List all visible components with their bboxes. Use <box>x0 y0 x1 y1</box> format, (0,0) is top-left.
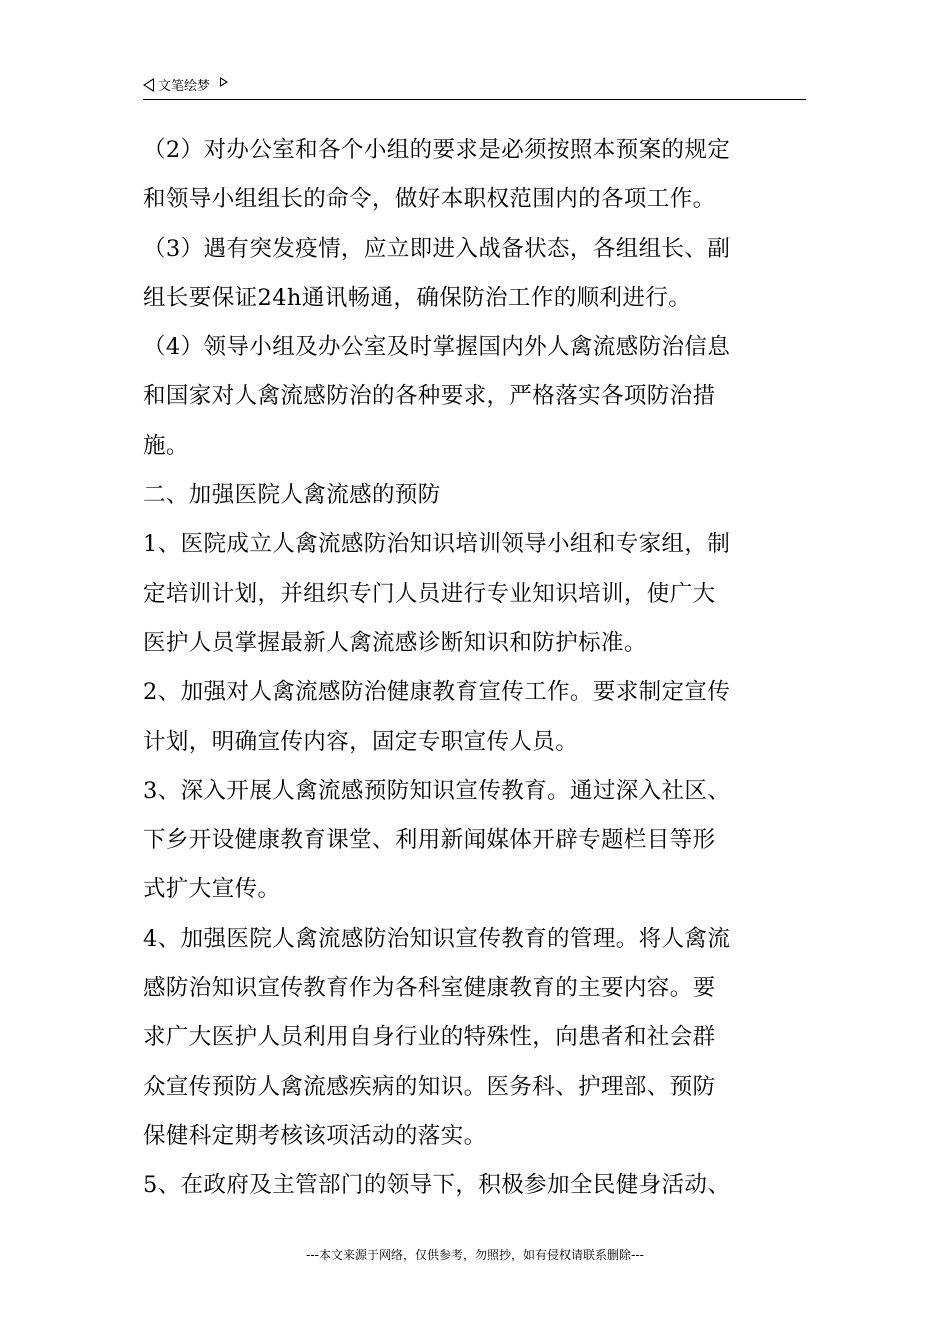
right-triangle-icon <box>220 77 228 87</box>
text-line: 众宣传预防人禽流感疾病的知识。医务科、护理部、预防 <box>143 1073 716 1100</box>
text-line: 计划，明确宣传内容，固定专职宣传人员。 <box>143 728 579 755</box>
text-line: 和国家对人禽流感防治的各种要求，严格落实各项防治措 <box>143 383 716 410</box>
text-line: 组长要保证24h通讯畅通，确保防治工作的顺利进行。 <box>143 284 692 311</box>
left-triangle-icon <box>143 78 154 92</box>
text-line: （4）领导小组及办公室及时掌握国内外人禽流感防治信息 <box>143 334 731 361</box>
text-line: 3、深入开展人禽流感预防知识宣传教育。通过深入社区、 <box>143 777 731 804</box>
text-line: 2、加强对人禽流感防治健康教育宣传工作。要求制定宣传 <box>143 679 731 706</box>
text-line: （2）对办公室和各个小组的要求是必须按照本预案的规定 <box>143 137 731 163</box>
section-heading: 二、加强医院人禽流感的预防 <box>143 482 441 509</box>
text-line: （3）遇有突发疫情，应立即进入战备状态，各组组长、副 <box>143 235 731 262</box>
text-line: 5、在政府及主管部门的领导下，积极参加全民健身活动、 <box>143 1172 731 1199</box>
text-line: 施。 <box>143 432 189 459</box>
text-line: 1、医院成立人禽流感防治知识培训领导小组和专家组，制 <box>143 531 731 558</box>
text-line: 式扩大宣传。 <box>143 876 281 903</box>
text-line: 感防治知识宣传教育作为各科室健康教育的主要内容。要 <box>143 975 716 1002</box>
text-line: 求广大医护人员利用自身行业的特殊性，向患者和社会群 <box>143 1024 716 1051</box>
document-body <box>143 126 806 1211</box>
header-brand-group <box>143 75 228 94</box>
text-line: 4、加强医院人禽流感防治知识宣传教育的管理。将人禽流 <box>143 925 731 952</box>
text-line: 保健科定期考核该项活动的落实。 <box>143 1122 487 1149</box>
page-header <box>143 73 806 100</box>
text-line: 和领导小组组长的命令，做好本职权范围内的各项工作。 <box>143 186 716 213</box>
header-brand: 文笔绘梦 <box>158 79 211 94</box>
text-line: 下乡开设健康教育课堂、利用新闻媒体开辟专题栏目等形 <box>143 827 716 854</box>
page-footer: ---本文来源于网络，仅供参考，勿照抄，如有侵权请联系删除--- <box>306 1248 644 1262</box>
text-line: 医护人员掌握最新人禽流感诊断知识和防护标准。 <box>143 629 647 656</box>
text-line: 定培训计划，并组织专门人员进行专业知识培训，使广大 <box>143 580 716 607</box>
